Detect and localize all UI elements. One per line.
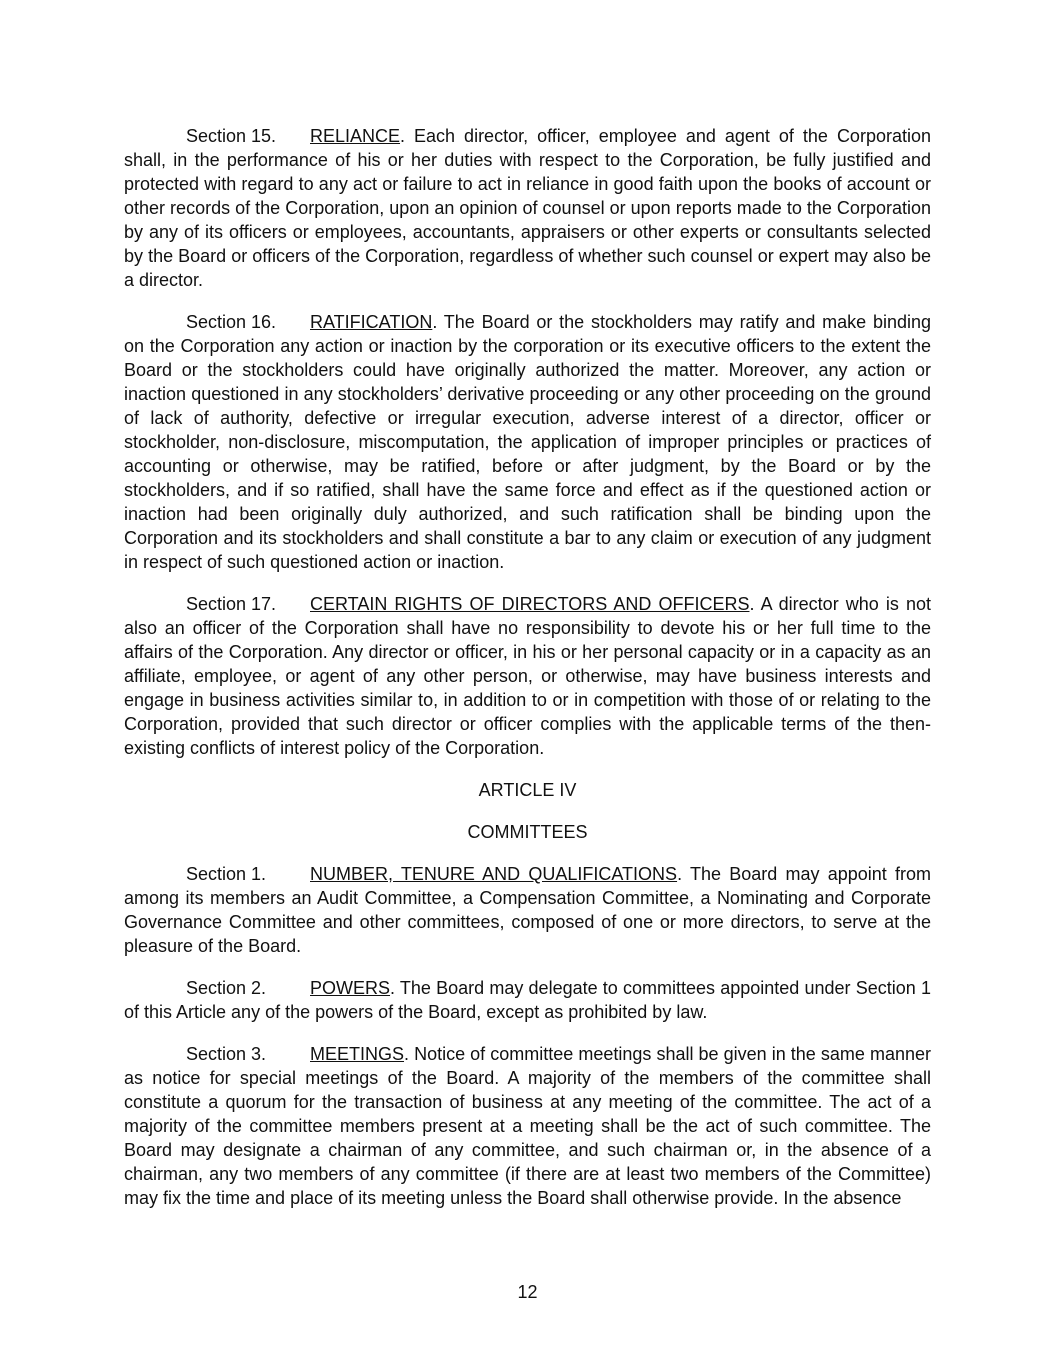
article-section-3-paragraph — [124, 1042, 931, 1210]
page-number: 12 — [517, 1282, 538, 1302]
article-section-2-paragraph — [124, 976, 931, 1024]
section-number: Section 3. — [186, 1044, 267, 1064]
section-number: Section 2. — [186, 978, 267, 998]
section-body: . A director who is not also an officer of the Corporation shall have no responsibility to devote his or her full time to the affairs of the Corporation. Any director or officer, in his or her personal capacity or in a capacity as an affiliate, employee, or agent of any other person, or otherwise, may have business interests and engage in business activities similar to, in addition to or in competition with those of or relating to the Corporation, provided that such director or officer complies with the applicable terms of the then-existing conflicts of interest policy of the Corporation. — [124, 594, 931, 758]
section-heading: RELIANCE — [310, 126, 401, 146]
section-heading: CERTAIN RIGHTS OF DIRECTORS AND OFFICERS — [310, 594, 750, 614]
section-heading: NUMBER, TENURE AND QUALIFICATIONS — [310, 864, 678, 884]
section-17-paragraph — [124, 592, 931, 760]
article-section-1-paragraph — [124, 862, 931, 958]
section-number: Section 15. — [186, 126, 277, 146]
article-subtitle: COMMITTEES — [467, 822, 588, 842]
section-heading: MEETINGS — [310, 1044, 405, 1064]
section-heading: RATIFICATION — [310, 312, 433, 332]
section-body: . The Board may delegate to committees appointed under Section 1 of this Article any of the powers of the Board, except as prohibited by law. — [124, 978, 931, 1022]
section-body: . Notice of committee meetings shall be given in the same manner as notice for special meetings of the Board. A majority of the members of the committee shall constitute a quorum for the transaction of business at any meeting of the committee. The act of a majority of the committee members present at a meeting shall be the act of such committee. The Board may designate a chairman of any committee, and such chairman or, in the absence of a chairman, any two members of any committee (if there are at least two members of the Committee) may fix the time and place of its meeting unless the Board shall otherwise provide. In the absence — [124, 1044, 931, 1208]
section-number: Section 17. — [186, 594, 277, 614]
section-heading: POWERS — [310, 978, 391, 998]
section-number: Section 16. — [186, 312, 277, 332]
section-body: . The Board may appoint from among its members an Audit Committee, a Compensation Committee, a Nominating and Corporate Governance Committee and other committees, composed of one or more directors, to serve at the pleasure of the Board. — [124, 864, 931, 956]
section-15-paragraph — [124, 124, 931, 292]
article-title: ARTICLE IV — [478, 780, 577, 800]
section-number: Section 1. — [186, 864, 267, 884]
section-16-paragraph — [124, 310, 931, 574]
document-page — [124, 124, 931, 1228]
section-body: . Each director, officer, employee and agent of the Corporation shall, in the performance of his or her duties with respect to the Corporation, be fully justified and protected with regard to any act or failure to act in reliance in good faith upon the books of account or other records of the Corporation, upon an opinion of counsel or upon reports made to the Corporation by any of its officers or employees, accountants, appraisers or other experts or consultants selected by the Board or officers of the Corporation, regardless of whether such counsel or expert may also be a director. — [124, 126, 931, 290]
section-body: . The Board or the stockholders may ratify and make binding on the Corporation any action or inaction by the corporation or its executive officers to the extent the Board or the stockholders could have originally authorized the matter. Moreover, any action or inaction questioned in any stockholders’ derivative proceeding or any other proceeding on the ground of lack of authority, defective or irregular execution, adverse interest of a director, officer or stockholder, non-disclosure, miscomputation, the application of improper principles or practices of accounting or otherwise, may be ratified, before or after judgment, by the Board or by the stockholders, and if so ratified, shall have the same force and effect as if the questioned action or inaction had been originally duly authorized, and such ratification shall be binding upon the Corporation and its stockholders and shall constitute a bar to any claim or execution of any judgment in respect of such questioned action or inaction. — [124, 312, 931, 572]
